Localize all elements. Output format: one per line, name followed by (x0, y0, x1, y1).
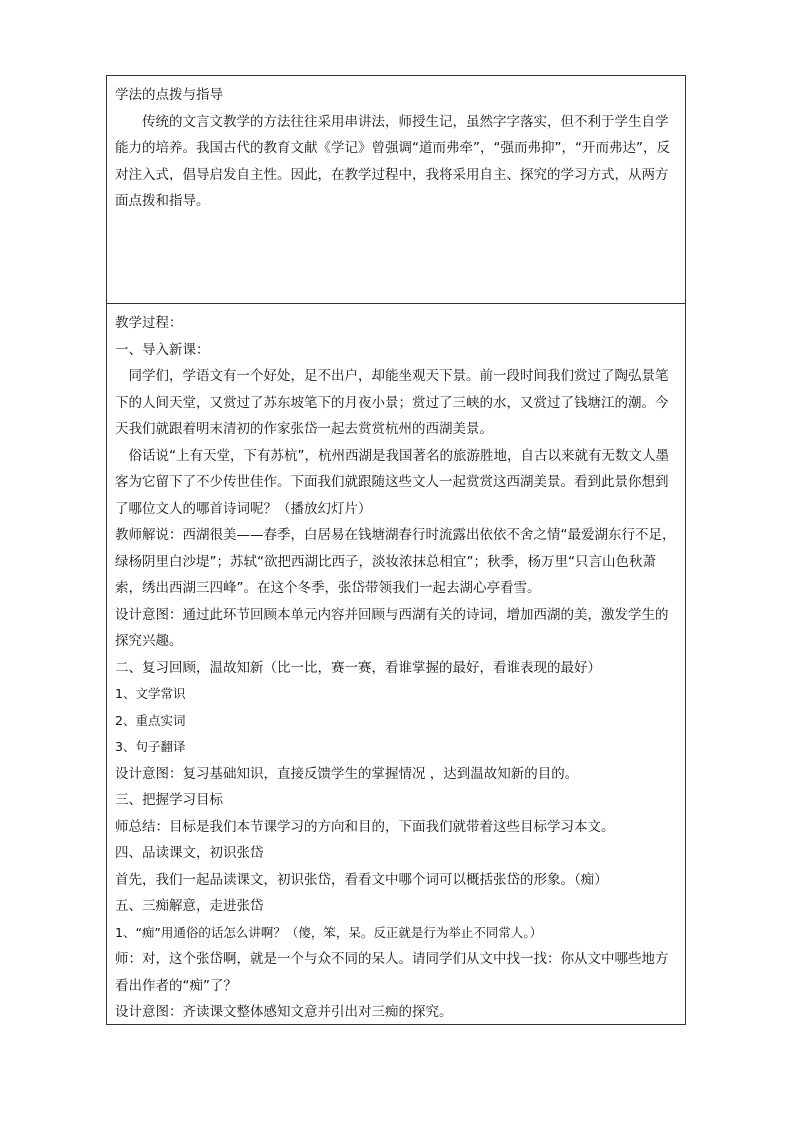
section-1-title: 一、导入新课： (115, 341, 210, 358)
section-1-paragraph-2: 俗话说“上有天堂，下有苏杭”，杭州西湖是我国著名的旅游胜地，自古以来就有无数文人墨客为它留下了不少传世佳作。下面我们就跟随这些文人一起赏赏这西湖美景。看到此景你想到了哪位文人的哪首诗词呢？（播放幻灯片） (115, 447, 669, 517)
section-5-teacher-paragraph: 师：对，这个张岱啊，就是一个与众不同的呆人。请同学们从文中找一找：你从文中哪些地方看出作者的“痴”了？ (115, 951, 669, 994)
section-5-title: 五、三痴解意，走进张岱 (115, 898, 264, 914)
section-2-item-1: 1、文学常识 (115, 686, 186, 701)
lesson-table (106, 75, 686, 1025)
section-1-paragraph-3: 教师解说：西湖很美——春季，白居易在钱塘湖春行时流露出依依不舍之情“最爱湖东行不足，绿杨阴里白沙堤”；苏轼“欲把西湖比西子，淡妆浓抹总相宜”；秋季，杨万里“只言山色秋萧索，绣出西湖三四峰”。在这个冬季，张岱带领我们一起去湖心亭看雪。 (115, 527, 676, 596)
section-5-question-1: 1、“痴”用通俗的话怎么讲啊？（傻，笨，呆。反正就是行为举止不同常人。） (115, 924, 543, 940)
teaching-process-cell (107, 304, 685, 1024)
section-5-design-intent: 设计意图：齐读课文整体感知文意并引出对三痴的探究。 (115, 1004, 453, 1020)
section-1-paragraph-1: 同学们，学语文有一个好处，足不出户，却能坐观天下景。前一段时间我们赏过了陶弘景笔下的人间天堂，又赏过了苏东坡笔下的月夜小景；赏过了三峡的水，又赏过了钱塘江的潮。今天我们就跟着明末清初的作家张岱一起去赏赏杭州的西湖美景。 (115, 368, 669, 437)
section-4-paragraph: 首先，我们一起品读课文，初识张岱，看看文中哪个词可以概括张岱的形象。（痴） (115, 871, 608, 888)
study-method-body: 传统的文言文教学的方法往往采用串讲法，师授生记，虽然字字落实，但不利于学生自学能力的培养。我国古代的教育文献《学记》曾强调“道而弗牵”，“强而弗抑”，“开而弗达”，反对注入式，倡导启发自主性。因此，在教学过程中，我将采用自主、探究的学习方式，从两方面点拨和指导。 (115, 113, 670, 209)
section-2-title: 二、复习回顾，温故知新（比一比，赛一赛，看谁掌握的最好，看谁表现的最好） (115, 659, 601, 676)
study-method-cell (107, 76, 685, 304)
section-2-design-intent: 设计意图：复习基础知识，直接反馈学生的掌握情况 ，达到温故知新的目的。 (115, 765, 579, 782)
section-2-item-2: 2、重点实词 (115, 712, 186, 728)
section-1-design-intent: 设计意图：通过此环节回顾本单元内容并回顾与西湖有关的诗词，增加西湖的美，激发学生的探究兴趣。 (115, 606, 669, 649)
section-3-summary: 师总结：目标是我们本节课学习的方向和目的，下面我们就带着这些目标学习本文。 (115, 818, 615, 835)
section-4-title: 四、品读课文，初识张岱 (115, 845, 264, 861)
section-3-title: 三、把握学习目标 (115, 792, 223, 808)
study-method-heading: 学法的点拨与指导 (115, 87, 223, 103)
teaching-process-heading: 教学过程： (115, 315, 183, 331)
section-2-item-3: 3、句子翻译 (115, 739, 186, 754)
